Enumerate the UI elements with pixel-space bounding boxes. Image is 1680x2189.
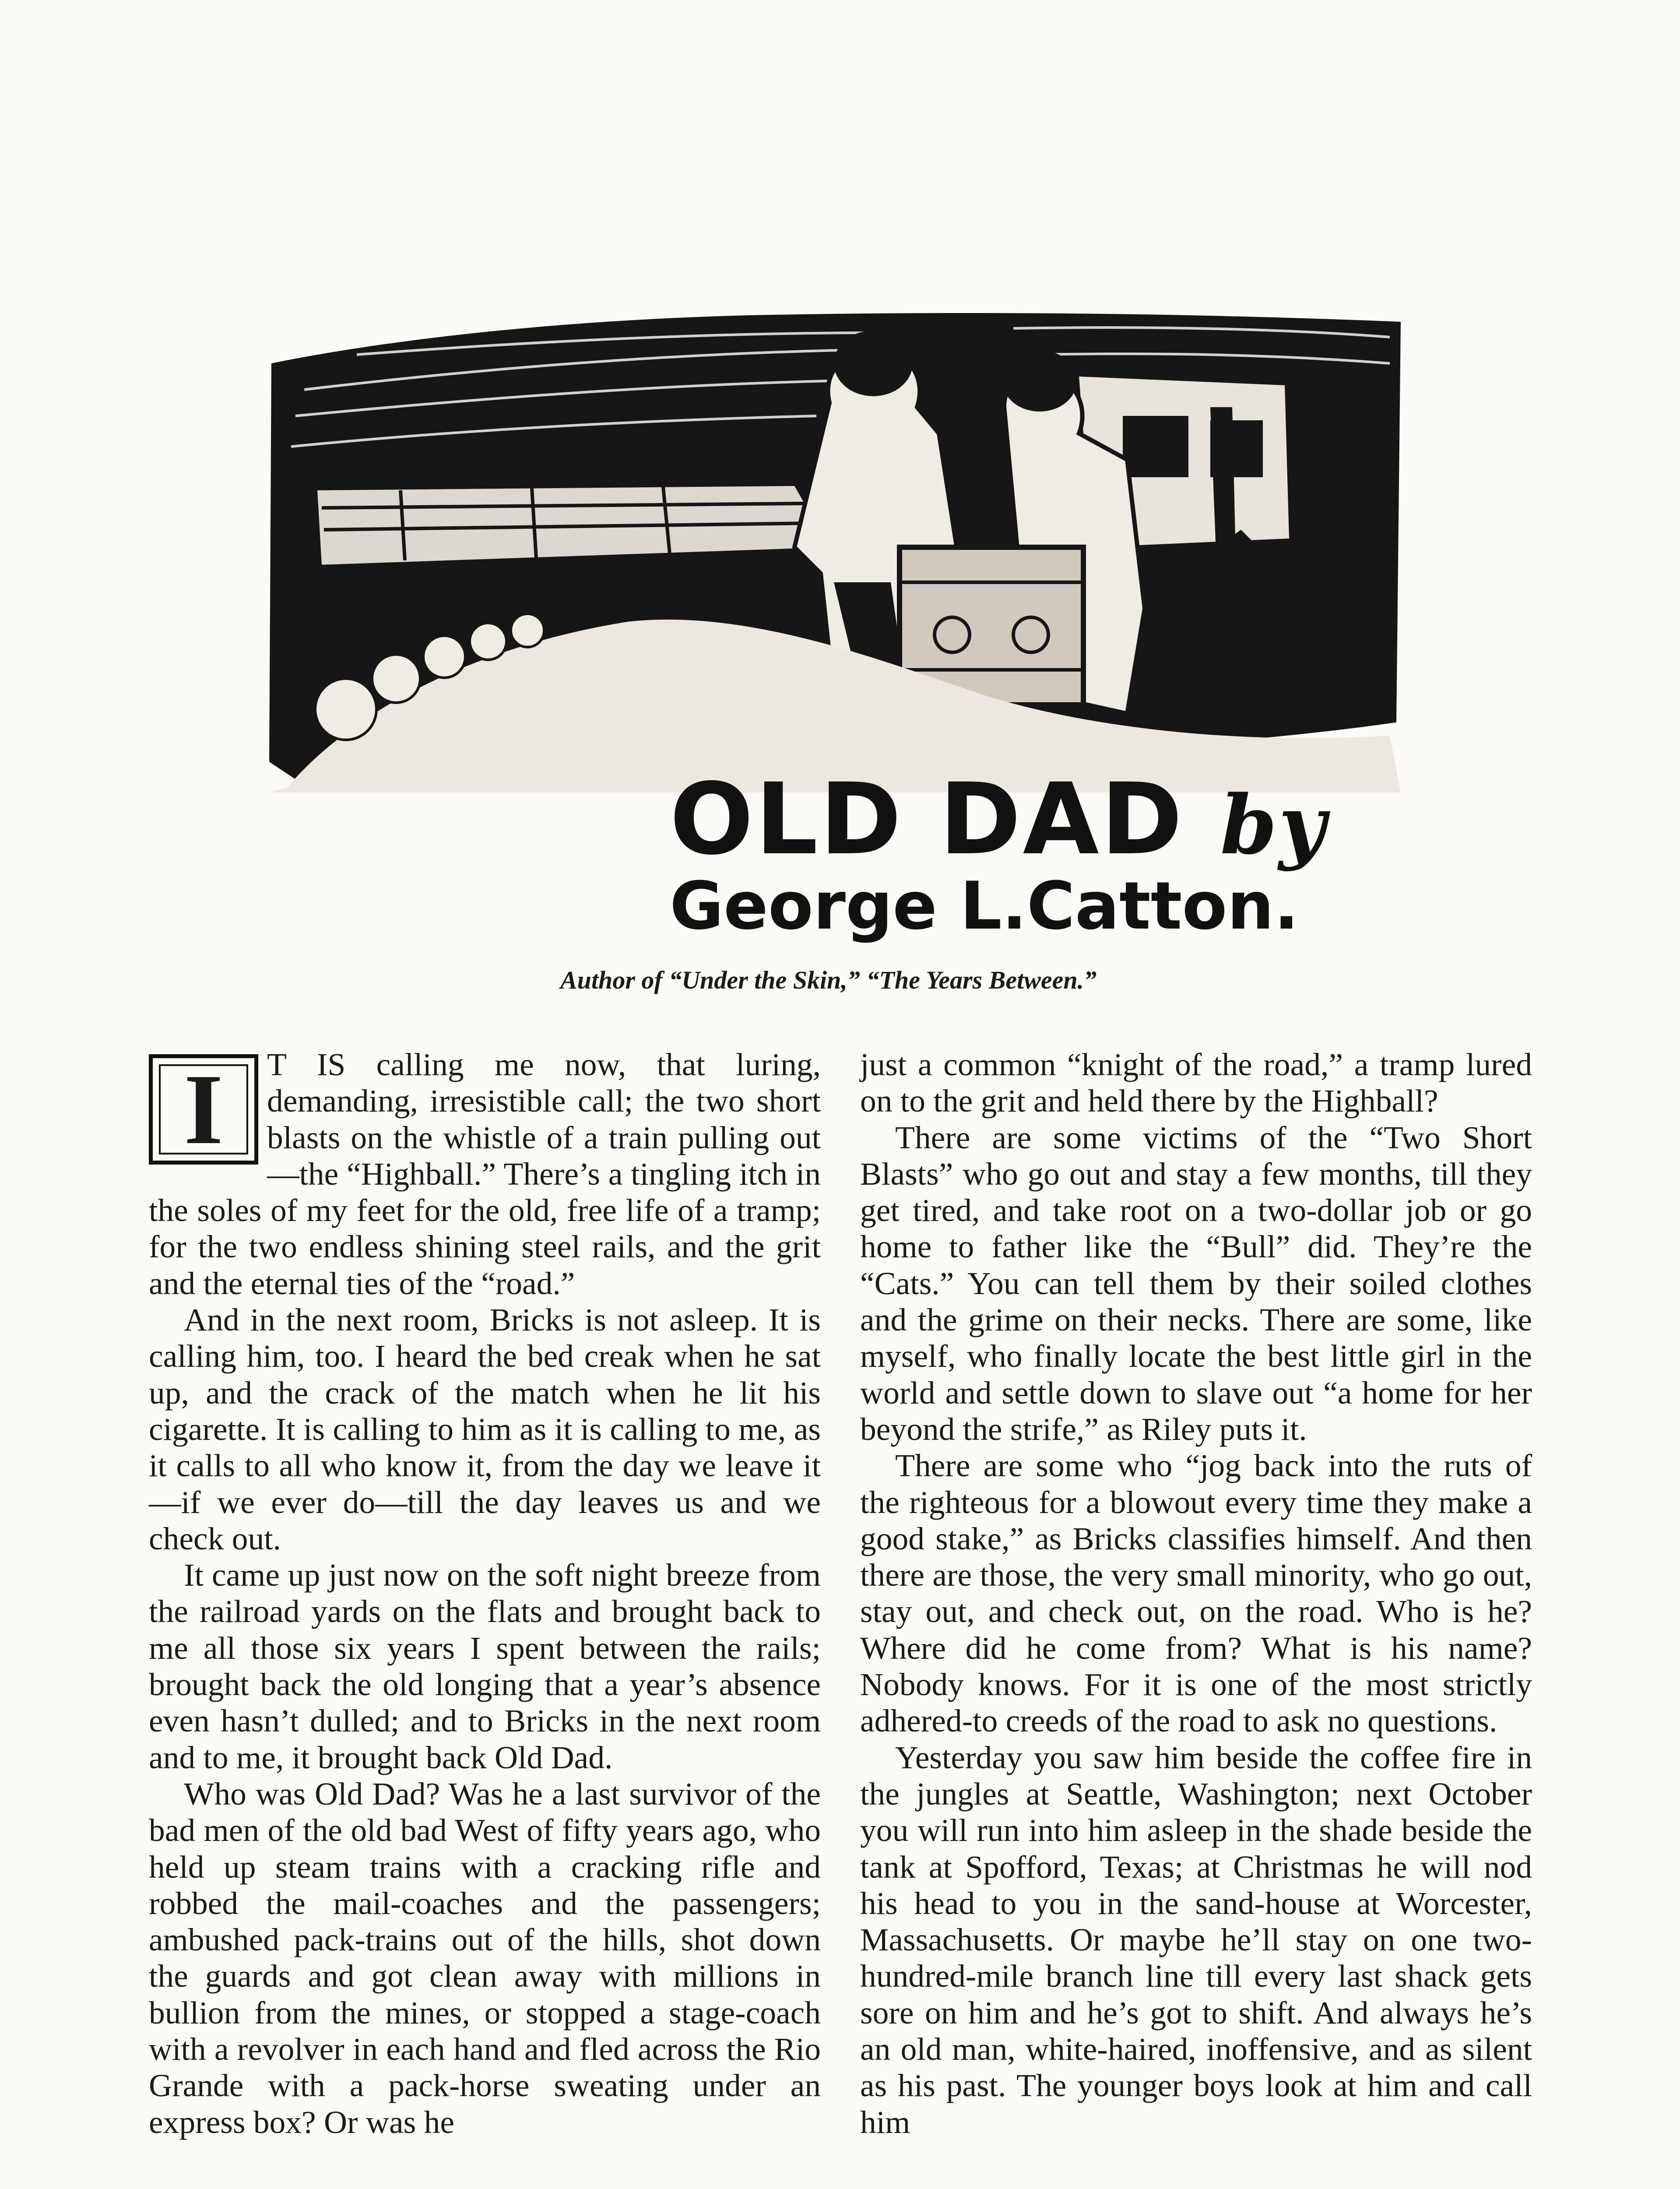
paragraph: Yesterday you saw him beside the coffee fire in the jungles at Seattle, Washington; next October you will run into him asleep in the shade beside the tank at Spofford, Texas; at Christmas he will nod his head to you in the sand-house at Worcester, Massachusetts. Or maybe he’ll stay on one two-hundred-mile branch line till every last shack gets sore on him and he’s got to shift. And always he’s an old man, white-haired, inoffensive, and as silent as his past. The younger boys look at him and call him — [860, 1739, 1532, 2140]
paragraph: And in the next room, Bricks is not asleep. It is calling him, too. I heard the bed creak when he sat up, and the crack of the match when he lit his cigarette. It is calling to him as it is calling to me, as it calls to all who know it, from the day we leave it—if we ever do—till the day leaves us and we check out. — [149, 1302, 821, 1556]
header-illustration — [269, 302, 1401, 792]
drop-cap-letter: I — [159, 1064, 248, 1154]
right-column — [860, 1046, 1532, 2140]
title-text: OLD DAD — [670, 762, 1184, 877]
author-name: George L.Catton. — [670, 868, 1299, 944]
author-credit: Author of “Under the Skin,” “The Years Between.” — [560, 966, 1097, 994]
title-by: by — [1220, 777, 1328, 873]
paragraph: T IS calling me now, that luring, demanding, irresistible call; the two short blasts on the whistle of a train pulling out—the “Highball.” There’s a tingling itch in the soles of my feet for the old, free life of a tramp; for the two endless shining steel rails, and the grit and the eternal ties of the “road.” — [149, 1047, 821, 1301]
paragraph: It came up just now on the soft night breeze from the railroad yards on the flats and brought back to me all those six years I spent between the rails; brought back the old longing that a year’s absence even hasn’t dulled; and to Bricks in the next room and to me, it brought back Old Dad. — [149, 1557, 821, 1775]
paragraph: Who was Old Dad? Was he a last survivor of the bad men of the old bad West of fifty years ago, who held up steam trains with a cracking rifle and robbed the mail-coaches and the passengers; ambushed pack-trains out of the hills, shot down the guards and got clean away with millions in bullion from the mines, or stopped a stage-coach with a revolver in each hand and fled across the Rio Grande with a pack-horse sweating under an express box? Or was he — [149, 1776, 821, 2140]
article-title — [670, 762, 1328, 944]
title-main-line — [670, 762, 1328, 877]
paragraph: There are some victims of the “Two Short Blasts” who go out and stay a few months, till they get tired, and take root on a two-dollar job or go home to father like the “Bull” did. They’re the “Cats.” You can tell them by their soiled clothes and the grime on their necks. There are some, like myself, who finally locate the best little girl in the world and settle down to slave out “a home for her beyond the strife,” as Riley puts it. — [860, 1119, 1532, 1447]
paragraph: just a common “knight of the road,” a tramp lured on to the grit and held there by the Highball? — [860, 1047, 1532, 1119]
paragraph: There are some who “jog back into the ruts of the righteous for a blowout every time they make a good stake,” as Bricks classifies himself. And then there are those, the very small minority, who go out, stay out, and check out, on the road. Who is he? Where did he come from? What is his name? Nobody knows. For it is one of the most strictly adhered-to creeds of the road to ask no questions. — [860, 1448, 1532, 1739]
left-column — [149, 1046, 821, 2140]
drop-cap — [149, 1054, 258, 1165]
